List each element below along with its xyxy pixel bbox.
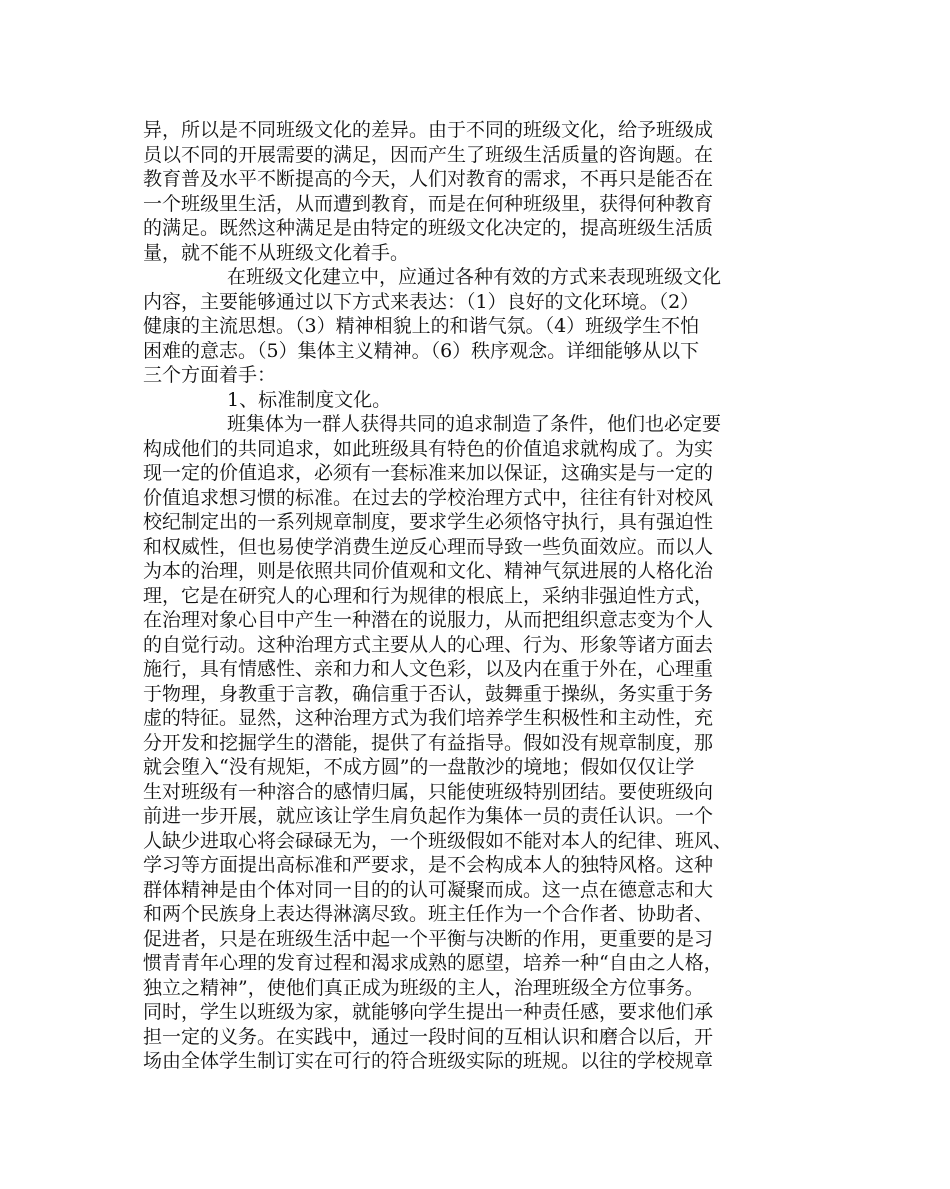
text-line: 量，就不能不从班级文化着手。 — [143, 241, 410, 264]
text-line: 场由全体学生制订实在可行的符合班级实际的班规。以往的学校规章 — [143, 1050, 714, 1072]
text-line: 理，它是在研究人的心理和行为规律的根底上，采纳非强迫性方式， — [143, 584, 714, 607]
text-line: 前进一步开展，就应该让学生肩负起作为集体一员的责任认识。一个 — [143, 805, 714, 827]
section-heading: 1、标准制度文化。 — [227, 388, 392, 411]
text-line: 于物理，身教重于言教，确信重于否认，鼓舞重于操纵，务实重于务 — [143, 682, 714, 705]
text-line: 为本的治理，则是依照共同价值观和文化、精神气氛进展的人格化治 — [143, 560, 714, 582]
text-line: 员以不同的开展需要的满足，因而产生了班级生活质量的咨询题。在 — [143, 143, 714, 166]
text-line: 就会堕入“没有规矩，不成方圆”的一盘散沙的境地；假如仅仅让学 — [143, 756, 695, 778]
text-line: 现一定的价值追求，必须有一套标准来加以保证，这确实是与一定的 — [143, 462, 714, 484]
text-line: 价值追求想习惯的标准。在过去的学校治理方式中，往往有针对校风 — [143, 486, 714, 509]
text-line: 的满足。既然这种满足是由特定的班级文化决定的，提高班级生活质 — [143, 217, 714, 239]
text-line: 校纪制定出的一系列规章制度，要求学生必须恪守执行，具有强迫性 — [143, 511, 714, 533]
text-line: 分开发和挖掘学生的潜能，提供了有益指导。假如没有规章制度，那 — [143, 731, 714, 754]
text-line: 担一定的义务。在实践中，通过一段时间的互相认识和磨合以后，开 — [143, 1025, 714, 1048]
text-line: 群体精神是由个体对同一目的的认可凝聚而成。这一点在德意志和大 — [143, 878, 714, 901]
body-text — [143, 118, 823, 1074]
text-line: 施行，具有情感性、亲和力和人文色彩，以及内在重于外在，心理重 — [143, 658, 714, 680]
text-line: 学习等方面提出高标准和严要求，是不会构成本人的独特风格。这种 — [143, 854, 714, 876]
text-line: 和两个民族身上表达得淋漓尽致。班主任作为一个合作者、协助者、 — [143, 903, 714, 925]
paragraph-first-line: 在班级文化建立中，应通过各种有效的方式来表现班级文化 — [227, 266, 722, 288]
text-line: 虚的特征。显然，这种治理方式为我们培养学生积极性和主动性，充 — [143, 707, 714, 729]
text-line: 健康的主流思想。（3）精神相貌上的和谐气氛。（4）班级学生不怕 — [143, 315, 700, 337]
text-line: 困难的意志。（5）集体主义精神。（6）秩序观念。详细能够从以下 — [143, 339, 700, 362]
text-line: 和权威性，但也易使学消费生逆反心理而导致一些负面效应。而以人 — [143, 535, 714, 558]
text-line: 异，所以是不同班级文化的差异。由于不同的班级文化，给予班级成 — [143, 119, 714, 141]
text-line: 在治理对象心目中产生一种潜在的说服力，从而把组织意志变为个人 — [143, 609, 714, 631]
text-line: 同时，学生以班级为家，就能够向学生提出一种责任感，要求他们承 — [143, 1001, 714, 1023]
text-line: 三个方面着手： — [143, 364, 277, 386]
text-line: 一个班级里生活，从而遭到教育，而是在何种班级里，获得何种教育 — [143, 192, 714, 215]
text-line: 惯青青年心理的发育过程和渴求成熟的愿望，培养一种“自由之人格， — [143, 952, 723, 974]
text-line: 生对班级有一种溶合的感情归属，只能使班级特别团结。要使班级向 — [143, 780, 714, 803]
text-line: 构成他们的共同追求，如此班级具有特色的价值追求就构成了。为实 — [143, 437, 714, 460]
text-line: 人缺少进取心将会碌碌无为，一个班级假如不能对本人的纪律、班风、 — [143, 829, 733, 852]
text-line: 内容，主要能够通过以下方式来表达：（1）良好的文化环境。（2） — [143, 290, 700, 313]
text-line: 独立之精神”，使他们真正成为班级的主人，治理班级全方位事务。 — [143, 976, 704, 999]
paragraph-first-line: 班集体为一群人获得共同的追求制造了条件，他们也必定要 — [227, 413, 722, 435]
text-line: 的自觉行动。这种治理方式主要从人的心理、行为、形象等诸方面去 — [143, 633, 714, 656]
text-line: 教育普及水平不断提高的今天，人们对教育的需求，不再只是能否在 — [143, 168, 714, 190]
text-line: 促进者，只是在班级生活中起一个平衡与决断的作用，更重要的是习 — [143, 927, 714, 950]
